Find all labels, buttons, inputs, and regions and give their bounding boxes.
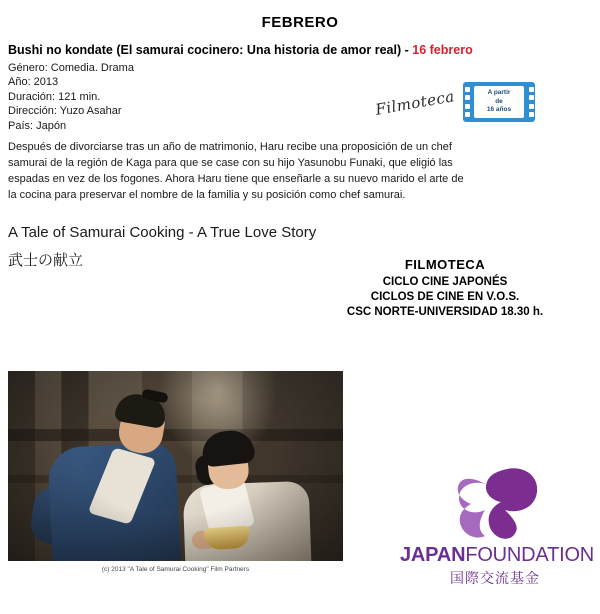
age-rating-ticket-icon [463, 82, 535, 122]
meta-genre: Género: Comedia. Drama [8, 61, 134, 74]
screening-date: 16 febrero [412, 43, 473, 57]
logo-wordmark [400, 544, 595, 567]
ticket-line-1: A partir [487, 88, 511, 96]
still-vignette [8, 371, 343, 561]
logo-word-foundation: FOUNDATION [465, 544, 595, 566]
film-title-line [0, 43, 600, 59]
japan-foundation-logo [400, 466, 595, 588]
film-title: Bushi no kondate (El samurai cocinero: Una historia de amor real) [8, 43, 402, 57]
photo-credit: (c) 2013 "A Tale of Samurai Cooking" Film Partners [101, 566, 250, 573]
butterfly-icon [447, 466, 543, 540]
meta-director: Dirección: Yuzo Asahar [8, 105, 122, 118]
meta-year: Año: 2013 [8, 76, 59, 89]
ticket-perforations-right [527, 82, 535, 122]
ticket-perforations-left [463, 82, 471, 122]
program-block [300, 257, 590, 318]
title-date-separator: - [401, 43, 413, 57]
logo-japanese-name: 国際交流基金 [450, 570, 540, 586]
ticket-text [487, 89, 511, 115]
film-still-image [8, 371, 343, 561]
ticket-line-2: de [495, 97, 503, 105]
program-venue-time: CSC NORTE-UNIVERSIDAD 18.30 h. [346, 306, 544, 318]
program-subtitle-info: CICLOS DE CINE EN V.O.S. [370, 291, 520, 303]
filmoteca-script-logo: Filmoteca [374, 87, 456, 119]
film-synopsis: Después de divorciarse tras un año de matrimonio, Haru recibe una proposición de un chef samurai de la región de Kaga para que se case con su hijo Yasunobu Funaki, que eligió las espadas en vez de los fogones. Ahora Haru tiene que enseñarle a su nuevo marido el arte de la cocina para preservar el nombre de la familia y su posición como chef samurai. [8, 141, 464, 202]
logo-word-japan: JAPAN [400, 544, 466, 566]
ticket-inner-panel [474, 86, 524, 118]
film-english-title: A Tale of Samurai Cooking - A True Love Story [8, 223, 317, 241]
ticket-line-3: 16 años [486, 106, 512, 114]
meta-country: País: Japón [8, 119, 67, 132]
program-title: FILMOTECA [404, 257, 486, 272]
film-japanese-title: 武士の献立 [8, 251, 84, 269]
program-cycle: CICLO CINE JAPONÉS [382, 276, 508, 288]
film-still-container [8, 371, 343, 561]
poster-page [0, 14, 600, 614]
meta-duration: Duración: 121 min. [8, 90, 101, 103]
month-title: FEBRERO [261, 14, 339, 31]
